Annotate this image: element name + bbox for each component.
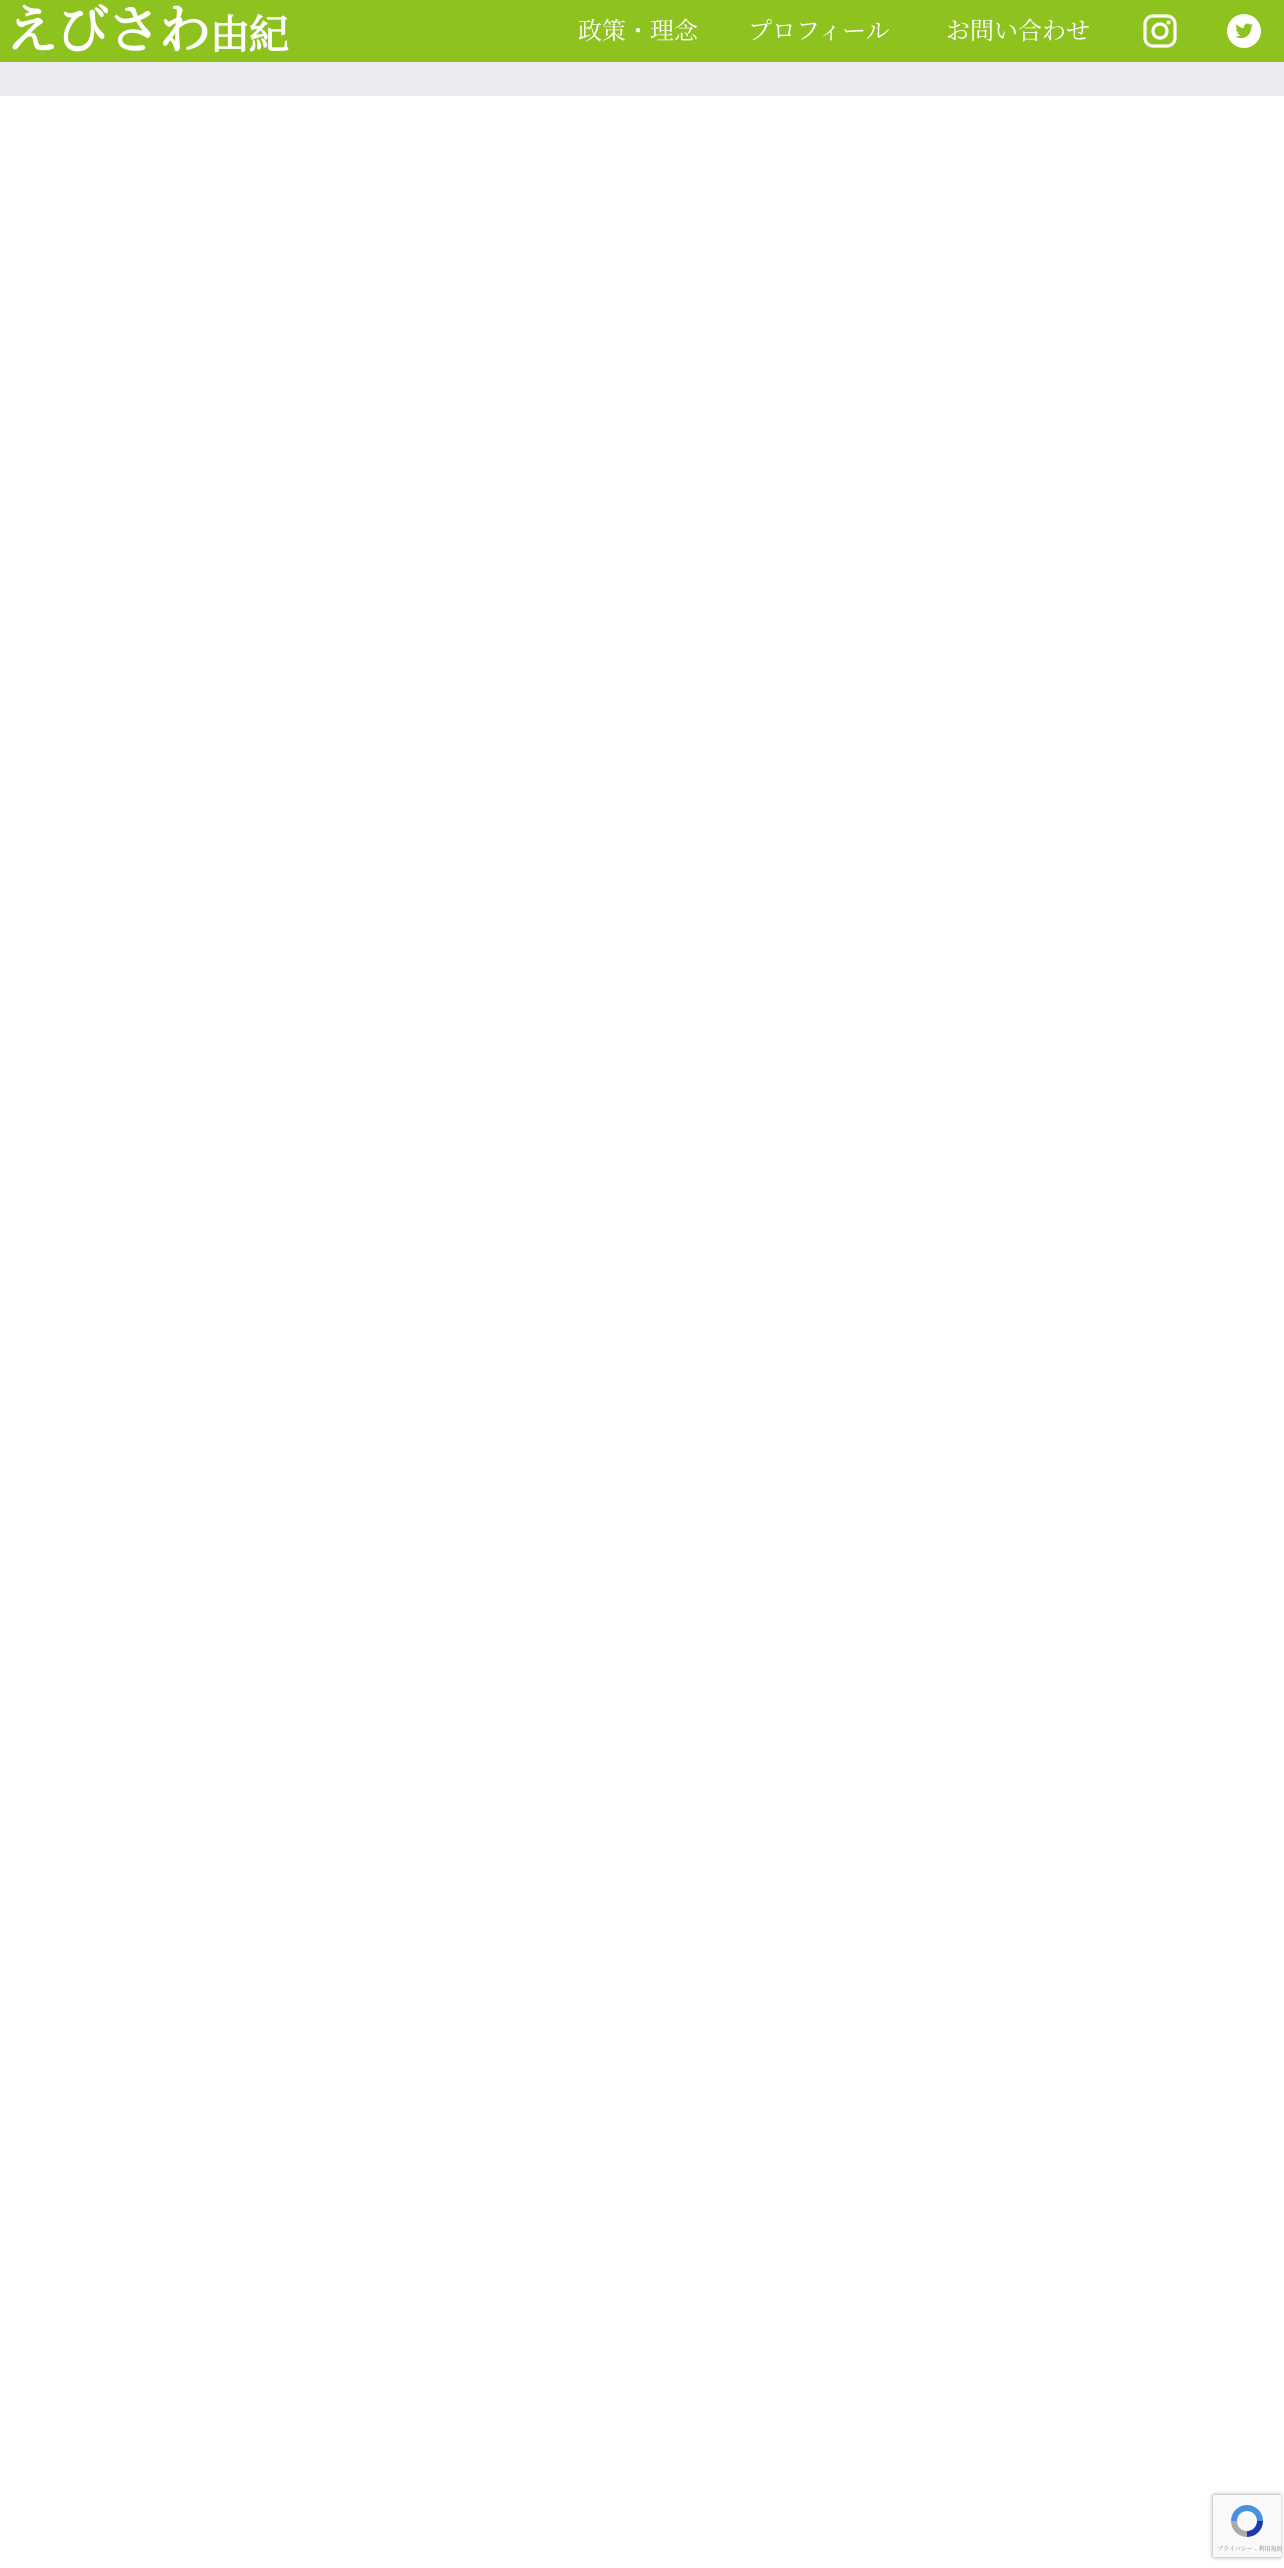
- header-subbar: [0, 62, 1284, 96]
- nav-policy-link[interactable]: 政策・理念: [578, 17, 698, 45]
- logo-kana: えびさわ: [6, 1, 211, 61]
- nav-contact-link[interactable]: お問い合わせ: [946, 17, 1090, 45]
- logo-kanji: 由紀: [210, 12, 289, 58]
- twitter-icon[interactable]: [1226, 13, 1262, 49]
- site-header: [0, 0, 1284, 62]
- recaptcha-badge[interactable]: [1212, 2494, 1281, 2558]
- recaptcha-icon: [1227, 2501, 1267, 2541]
- site-logo[interactable]: [6, 0, 288, 62]
- nav-profile-link[interactable]: プロフィール: [748, 17, 890, 45]
- recaptcha-links[interactable]: プライバシー - 利用規約: [1217, 2546, 1283, 2553]
- instagram-icon[interactable]: [1142, 13, 1178, 49]
